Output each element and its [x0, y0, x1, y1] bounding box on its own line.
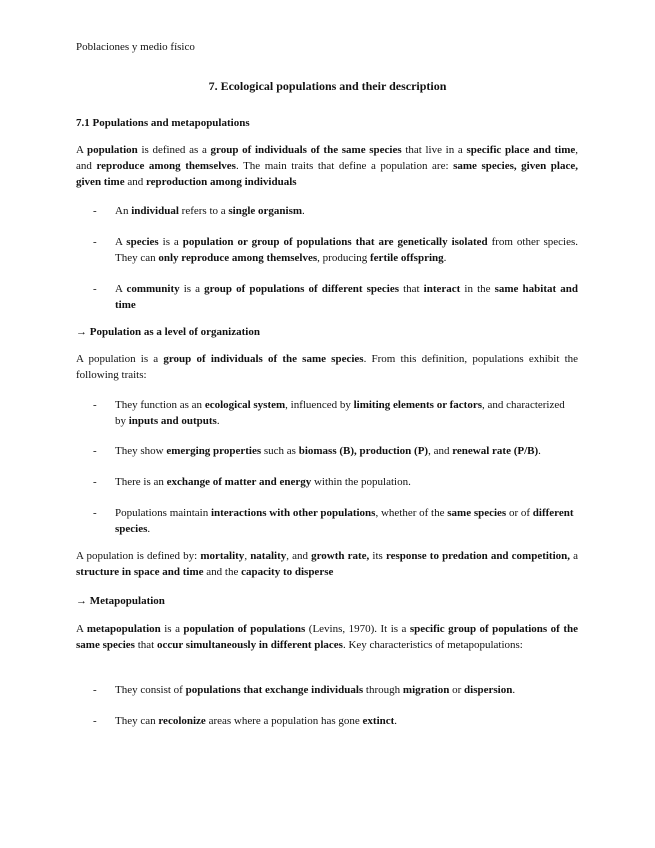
- bullet-individual: An individual refers to a single organism.: [115, 205, 305, 217]
- bullet-ecological-system: They function as an ecological system, influenced by limiting elements or factors, and characterized by inputs and outputs.: [115, 399, 565, 427]
- chapter-title: 7. Ecological populations and their description: [208, 79, 447, 93]
- bullet-dash: -: [93, 476, 97, 488]
- bullet-interactions: Populations maintain interactions with other populations, whether of the same species or of different species.: [115, 507, 574, 535]
- bullet-dash: -: [93, 507, 97, 519]
- bullet-dash: -: [93, 684, 97, 696]
- bullet-dash: -: [93, 445, 97, 457]
- heading-metapopulation: → Metapopulation: [76, 595, 165, 607]
- bullet-dash: -: [93, 283, 97, 295]
- page-header: Poblaciones y medio físico: [76, 41, 195, 53]
- heading-population-level: → Population as a level of organization: [76, 326, 260, 338]
- section-heading: 7.1 Populations and metapopulations: [76, 117, 250, 129]
- bullet-species: A species is a population or group of populations that are genetically isolated from other species. They can only reproduce among themselves, producing fertile offspring.: [115, 236, 578, 264]
- paragraph-population-defined-by: A population is defined by: mortality, natality, and growth rate, its response to predation and competition, a structure in space and time and the capacity to disperse: [76, 550, 579, 578]
- bullet-exchange-individuals: They consist of populations that exchange individuals through migration or dispersion.: [115, 684, 516, 696]
- paragraph-population-definition: A population is defined as a group of individuals of the same species that live in a specific place and time, and reproduce among themselves. The main traits that define a population are: same species, given place, given time and reproduction among individuals: [76, 144, 579, 188]
- bullet-dash: -: [93, 715, 97, 727]
- bullet-dash: -: [93, 205, 97, 217]
- bullet-exchange: There is an exchange of matter and energy within the population.: [115, 476, 411, 488]
- bullet-emerging-properties: They show emerging properties such as biomass (B), production (P), and renewal rate (P/B).: [115, 445, 541, 457]
- bullet-community: A community is a group of populations of different species that interact in the same habitat and time: [115, 283, 578, 311]
- paragraph-population-traits: A population is a group of individuals of the same species. From this definition, populations exhibit the following traits:: [76, 353, 579, 381]
- paragraph-metapopulation: A metapopulation is a population of populations (Levins, 1970). It is a specific group of populations of the same species that occur simultaneously in different places. Key characteristics of metapopulations:: [76, 623, 578, 651]
- bullet-dash: -: [93, 399, 97, 411]
- bullet-recolonize: They can recolonize areas where a population has gone extinct.: [115, 715, 398, 727]
- bullet-dash: -: [93, 236, 97, 248]
